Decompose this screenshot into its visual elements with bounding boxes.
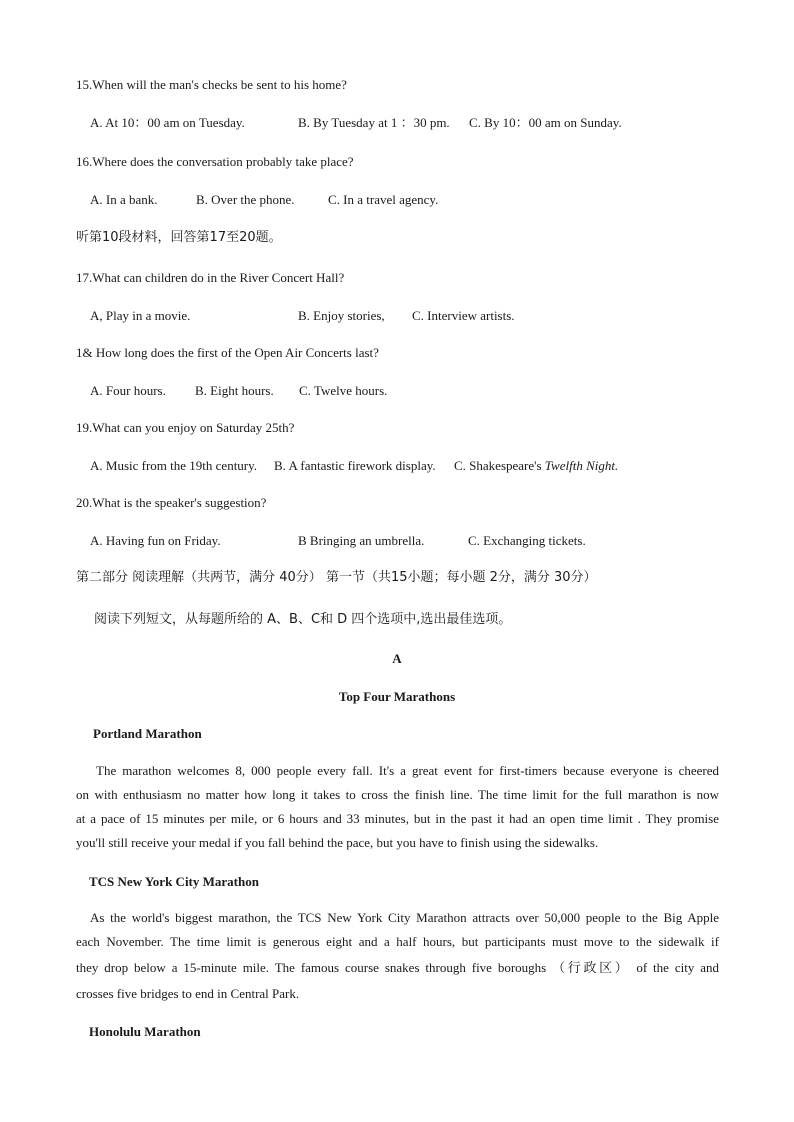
- paragraph-line: you'll still receive your medal if you fall behind the pace, but you have to finish using the sidewalks.: [76, 835, 599, 850]
- option-a: A. Music from the 19th century.: [90, 458, 258, 473]
- question-18: 1& How long does the first of the Open Air Concerts last?: [76, 345, 379, 360]
- option-c: C. Exchanging tickets.: [468, 533, 586, 548]
- paragraph-line: on with enthusiasm no matter how long it takes to cross the finish line. The time limit for the full marathon is now: [76, 787, 719, 802]
- option-b: B. By Tuesday at 1 ：30 pm.: [298, 115, 450, 130]
- heading-honolulu: Honolulu Marathon: [89, 1024, 201, 1039]
- reading-instruction: 阅读下列短文，从每题所给的 A、B、C和 D 四个选项中,选出最佳选项。: [94, 612, 512, 627]
- paragraph-line: The marathon welcomes 8, 000 people every fall. It's a great event for first-timers because everyone is cheered: [96, 763, 719, 778]
- passage-title: Top Four Marathons: [338, 689, 456, 704]
- option-a: A. At 10：00 am on Tuesday.: [90, 115, 245, 130]
- question-16: 16.Where does the conversation probably take place?: [76, 154, 354, 169]
- option-a: A, Play in a movie.: [90, 308, 191, 323]
- question-19: 19.What can you enjoy on Saturday 25th?: [76, 420, 295, 435]
- option-c-title: Twelfth Night.: [544, 458, 619, 473]
- option-a: A. In a bank.: [90, 192, 158, 207]
- heading-nyc: TCS New York City Marathon: [89, 874, 259, 889]
- passage-label: A: [392, 651, 402, 666]
- option-b: B. Enjoy stories,: [298, 308, 385, 323]
- paragraph-line: crosses five bridges to end in Central Park.: [76, 986, 300, 1001]
- paragraph-portland: [76, 759, 719, 855]
- option-c: C. In a travel agency.: [328, 192, 439, 207]
- option-b: B Bringing an umbrella.: [298, 533, 425, 548]
- option-c: C. Twelve hours.: [299, 383, 388, 398]
- option-a: A. Four hours.: [90, 383, 166, 398]
- paragraph-line: at a pace of 15 minutes per mile, or 6 hours and 33 minutes, but in the past it had an open time limit . They promise: [76, 811, 719, 826]
- option-c: C. By 10：00 am on Sunday.: [469, 115, 622, 130]
- option-b: B. Over the phone.: [196, 192, 295, 207]
- option-c-prefix: C. Shakespeare's: [454, 458, 545, 473]
- heading-portland: Portland Marathon: [93, 726, 202, 741]
- section-header-reading: 第二部分 阅读理解（共两节，满分 40分） 第一节（共15小题；每小题 2分，满分 30分）: [76, 570, 597, 585]
- option-c: C. Interview artists.: [412, 308, 515, 323]
- option-c: [454, 458, 618, 474]
- question-20: 20.What is the speaker's suggestion?: [76, 495, 267, 510]
- option-b: B. Eight hours.: [195, 383, 274, 398]
- paragraph-nyc: [76, 906, 719, 1006]
- instruction-section-10: 听第10段材料，回答第17至20题。: [76, 230, 282, 245]
- paragraph-line: each November. The time limit is generous eight and a half hours, but participants must move to the sidewalk if: [76, 934, 719, 949]
- question-17: 17.What can children do in the River Concert Hall?: [76, 270, 345, 285]
- question-15: 15.When will the man's checks be sent to his home?: [76, 77, 347, 92]
- paragraph-line: As the world's biggest marathon, the TCS New York City Marathon attracts over 50,000 people to the Big Apple: [90, 910, 719, 925]
- option-a: A. Having fun on Friday.: [90, 533, 221, 548]
- paragraph-line: they drop below a 15-minute mile. The famous course snakes through five boroughs （行政区） of the city and: [76, 960, 719, 975]
- option-b: B. A fantastic firework display.: [274, 458, 436, 473]
